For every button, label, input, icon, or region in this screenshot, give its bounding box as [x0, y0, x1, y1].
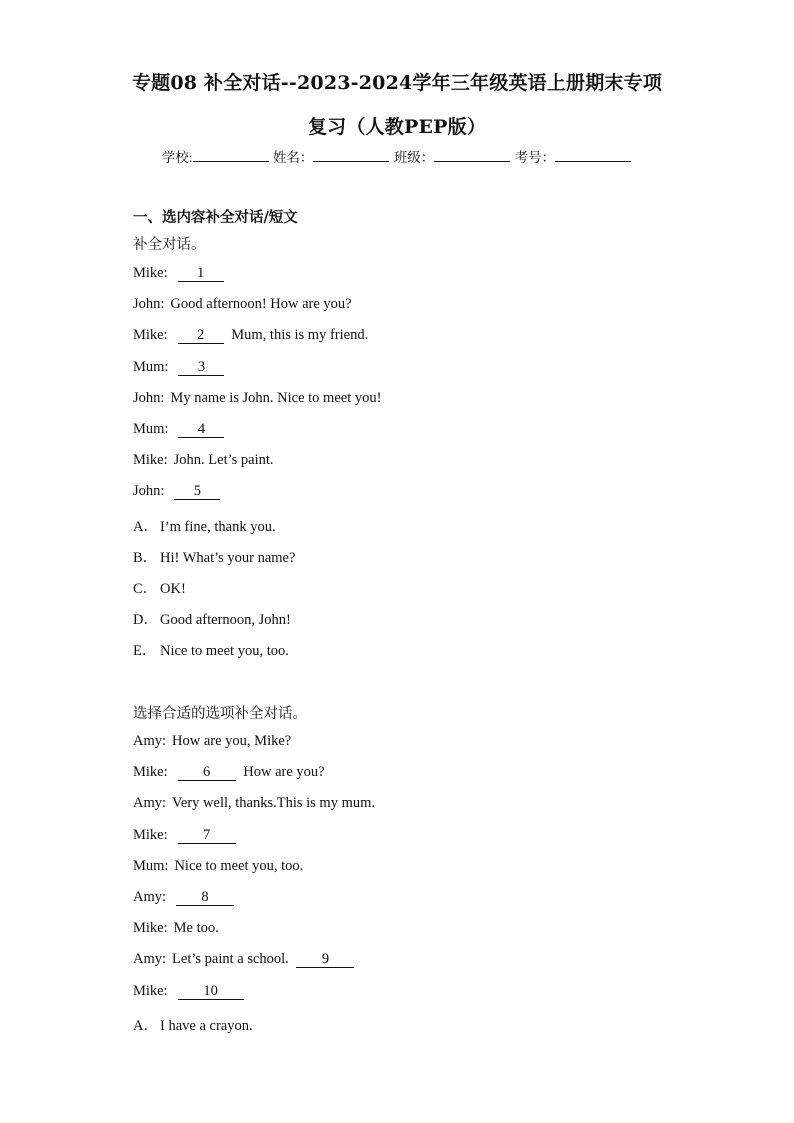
answer-blank-6[interactable]: 6 — [178, 765, 236, 781]
option-text: I have a crayon. — [160, 1018, 253, 1034]
part2-instruction: 选择合适的选项补全对话。 — [133, 706, 307, 722]
speaker-label: Amy: — [133, 889, 167, 905]
name-blank[interactable] — [313, 149, 389, 162]
answer-blank-3[interactable]: 3 — [178, 360, 224, 376]
class-blank[interactable] — [434, 149, 510, 162]
speaker-label: John: — [133, 483, 165, 499]
speaker-label: Amy: — [133, 951, 167, 967]
part1-instruction: 补全对话。 — [133, 237, 206, 253]
worksheet-title-line-1: 专题08 补全对话--2023-2024学年三年级英语上册期末专项 — [131, 72, 663, 94]
speaker-label: John: — [133, 296, 165, 312]
speaker-label: John: — [133, 390, 165, 406]
name-label: 姓名： — [272, 150, 314, 165]
answer-blank-8[interactable]: 8 — [176, 890, 234, 906]
answer-blank-7[interactable]: 7 — [178, 828, 236, 844]
option-letter: D． — [133, 612, 158, 628]
dialogue-line — [133, 920, 219, 937]
option-text: Hi! What’s your name? — [160, 550, 296, 566]
dialogue-line — [133, 951, 358, 968]
speaker-label: Mum: — [133, 359, 169, 375]
dialogue-line — [133, 764, 325, 781]
class-label: 班级： — [393, 150, 435, 165]
dialogue-text: How are you? — [243, 764, 325, 780]
option-item — [133, 577, 186, 598]
option-letter: E． — [133, 643, 157, 659]
dialogue-line — [133, 795, 375, 812]
answer-blank-4[interactable]: 4 — [178, 422, 224, 438]
exam-number-blank[interactable] — [555, 149, 631, 162]
speaker-label: Mike: — [133, 827, 168, 843]
dialogue-line — [133, 327, 368, 344]
option-item — [133, 515, 276, 536]
dialogue-line — [133, 733, 291, 750]
dialogue-line — [133, 983, 248, 1000]
worksheet-title-line-2: 复习（人教PEP版） — [307, 116, 487, 138]
dialogue-text: Good afternoon! How are you? — [170, 296, 352, 312]
dialogue-text: Let’s paint a school. — [172, 951, 289, 967]
dialogue-line — [133, 265, 228, 282]
school-blank[interactable] — [193, 149, 269, 162]
dialogue-text: Mum, this is my friend. — [231, 327, 369, 343]
answer-blank-10[interactable]: 10 — [178, 984, 244, 1000]
speaker-label: Mike: — [133, 327, 168, 343]
option-item — [133, 546, 295, 567]
student-info-line — [0, 146, 794, 166]
speaker-label: Mike: — [133, 764, 168, 780]
dialogue-line — [133, 296, 352, 313]
option-letter: A． — [133, 1018, 158, 1034]
school-label: 学校: — [161, 150, 193, 165]
dialogue-text: Very well, thanks.This is my mum. — [172, 795, 376, 811]
answer-blank-2[interactable]: 2 — [178, 328, 224, 344]
option-text: Nice to meet you, too. — [160, 643, 289, 659]
option-item — [133, 639, 289, 660]
speaker-label: Mike: — [133, 983, 168, 999]
dialogue-text: Nice to meet you, too. — [174, 858, 304, 874]
answer-blank-9[interactable]: 9 — [296, 952, 354, 968]
option-letter: B． — [133, 550, 158, 566]
option-letter: A． — [133, 519, 158, 535]
dialogue-line — [133, 889, 238, 906]
option-text: Good afternoon, John! — [160, 612, 291, 628]
speaker-label: Mike: — [133, 452, 168, 468]
dialogue-text: John. Let’s paint. — [173, 452, 274, 468]
dialogue-text: My name is John. Nice to meet you! — [170, 390, 382, 406]
dialogue-text: Me too. — [173, 920, 219, 936]
dialogue-line — [133, 483, 224, 500]
dialogue-line — [133, 359, 228, 376]
dialogue-line — [133, 452, 274, 469]
dialogue-line — [133, 421, 228, 438]
dialogue-line — [133, 827, 240, 844]
option-text: OK! — [160, 581, 186, 597]
speaker-label: Mike: — [133, 920, 168, 936]
dialogue-text: How are you, Mike? — [172, 733, 292, 749]
option-text: I’m fine, thank you. — [160, 519, 276, 535]
exam-number-label: 考号： — [514, 150, 556, 165]
option-letter: C． — [133, 581, 158, 597]
speaker-label: Mike: — [133, 265, 168, 281]
dialogue-line — [133, 858, 303, 875]
speaker-label: Mum: — [133, 421, 169, 437]
section-heading: 一、选内容补全对话/短文 — [133, 209, 298, 226]
speaker-label: Amy: — [133, 795, 167, 811]
answer-blank-5[interactable]: 5 — [174, 484, 220, 500]
dialogue-line — [133, 390, 381, 407]
speaker-label: Amy: — [133, 733, 167, 749]
speaker-label: Mum: — [133, 858, 169, 874]
option-item — [133, 608, 291, 629]
option-item — [133, 1014, 253, 1035]
answer-blank-1[interactable]: 1 — [178, 266, 224, 282]
